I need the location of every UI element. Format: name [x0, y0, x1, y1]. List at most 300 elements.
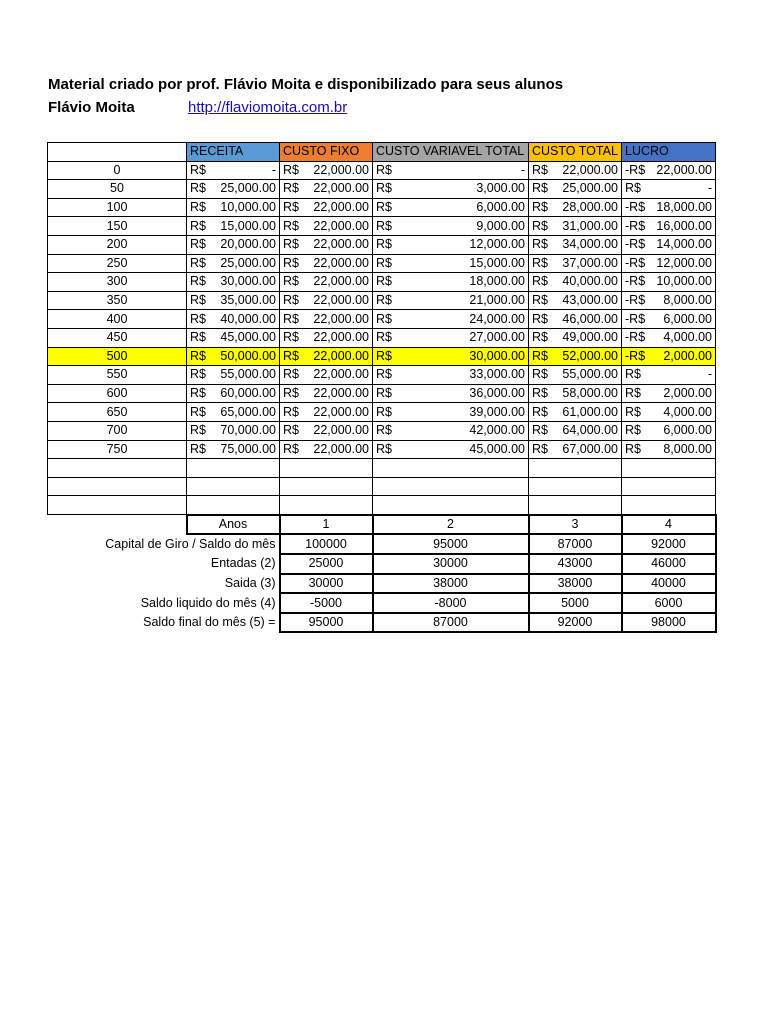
- currency-symbol: R$: [625, 441, 641, 456]
- amount: 46,000.00: [562, 311, 618, 326]
- custo-variavel-cell[interactable]: [373, 366, 529, 385]
- lucro-cell[interactable]: [622, 180, 716, 199]
- custo-fixo-cell[interactable]: [280, 273, 373, 292]
- custo-variavel-cell[interactable]: [373, 328, 529, 347]
- receita-cell[interactable]: [187, 254, 280, 273]
- lucro-cell[interactable]: [622, 217, 716, 236]
- money-value: [190, 199, 276, 216]
- money-value: [625, 385, 712, 402]
- receita-cell[interactable]: [187, 347, 280, 366]
- amount: 31,000.00: [562, 218, 618, 233]
- breakeven-table: [47, 142, 717, 633]
- custo-variavel-cell[interactable]: [373, 180, 529, 199]
- empty-cell[interactable]: [280, 496, 373, 515]
- cashflow-value-cell[interactable]: 40000: [622, 574, 716, 594]
- money-value: [376, 348, 525, 365]
- cashflow-value-cell[interactable]: 38000: [373, 574, 529, 594]
- table-row: [48, 384, 716, 403]
- currency-symbol: R$: [190, 386, 206, 401]
- money-value: [376, 218, 525, 235]
- lucro-cell[interactable]: [622, 273, 716, 292]
- cashflow-value-cell[interactable]: 30000: [373, 554, 529, 574]
- amount: 27,000.00: [469, 330, 525, 345]
- amount: 35,000.00: [220, 293, 276, 308]
- money-value: [190, 441, 276, 458]
- cashflow-anos-label: Anos: [187, 515, 280, 535]
- custo-total-cell[interactable]: [529, 161, 622, 180]
- cashflow-value-cell[interactable]: 95000: [373, 534, 529, 554]
- money-value: [190, 218, 276, 235]
- lucro-cell[interactable]: [622, 366, 716, 385]
- empty-cell[interactable]: [529, 477, 622, 496]
- amount: 22,000.00: [313, 200, 369, 215]
- currency-symbol: R$: [283, 348, 299, 363]
- cashflow-value-cell[interactable]: 87000: [373, 613, 529, 633]
- money-value: [625, 422, 712, 439]
- custo-variavel-cell[interactable]: [373, 440, 529, 459]
- quantity-cell[interactable]: 400: [48, 310, 187, 329]
- custo-fixo-cell[interactable]: [280, 366, 373, 385]
- amount: 2,000.00: [663, 348, 712, 363]
- money-value: [625, 311, 712, 328]
- intro-text: Material criado por prof. Flávio Moita e disponibilizado para seus alunos: [48, 76, 564, 93]
- amount: 55,000.00: [220, 367, 276, 382]
- currency-symbol: R$: [190, 441, 206, 456]
- currency-symbol: R$: [283, 330, 299, 345]
- lucro-cell[interactable]: [622, 347, 716, 366]
- custo-fixo-cell[interactable]: [280, 235, 373, 254]
- custo-total-cell[interactable]: [529, 403, 622, 422]
- money-value: [532, 180, 618, 197]
- receita-cell[interactable]: [187, 384, 280, 403]
- quantity-cell[interactable]: 50: [48, 180, 187, 199]
- amount: 45,000.00: [220, 330, 276, 345]
- empty-row: [48, 477, 716, 496]
- quantity-cell[interactable]: 550: [48, 366, 187, 385]
- money-value: [376, 311, 525, 328]
- custo-fixo-cell[interactable]: [280, 291, 373, 310]
- custo-fixo-cell[interactable]: [280, 217, 373, 236]
- money-value: [283, 162, 369, 179]
- currency-symbol: R$: [532, 200, 548, 215]
- col-header-custo-fixo: CUSTO FIXO: [280, 143, 373, 162]
- amount: 10,000.00: [220, 200, 276, 215]
- table-row: [48, 310, 716, 329]
- currency-symbol: R$: [532, 255, 548, 270]
- cashflow-value-cell[interactable]: 98000: [622, 613, 716, 633]
- empty-cell[interactable]: [373, 496, 529, 515]
- custo-total-cell[interactable]: [529, 328, 622, 347]
- cashflow-value-cell[interactable]: 43000: [529, 554, 622, 574]
- currency-symbol: R$: [190, 218, 206, 233]
- cashflow-value-cell[interactable]: 92000: [622, 534, 716, 554]
- money-value: [283, 329, 369, 346]
- amount: 42,000.00: [469, 423, 525, 438]
- quantity-cell[interactable]: 700: [48, 421, 187, 440]
- money-value: [376, 162, 525, 179]
- amount: 4,000.00: [663, 330, 712, 345]
- cashflow-row: [48, 613, 716, 633]
- currency-symbol: R$: [376, 386, 392, 401]
- lucro-cell[interactable]: [622, 161, 716, 180]
- table-row: [48, 273, 716, 292]
- money-value: [283, 255, 369, 272]
- custo-fixo-cell[interactable]: [280, 161, 373, 180]
- currency-symbol: R$: [532, 386, 548, 401]
- amount: 22,000.00: [313, 348, 369, 363]
- money-value: [283, 404, 369, 421]
- amount: 9,000.00: [476, 218, 525, 233]
- cashflow-value-cell[interactable]: 87000: [529, 534, 622, 554]
- money-value: [532, 329, 618, 346]
- quantity-cell[interactable]: 650: [48, 403, 187, 422]
- custo-variavel-cell[interactable]: [373, 217, 529, 236]
- money-value: [283, 273, 369, 290]
- currency-symbol: R$: [376, 348, 392, 363]
- currency-symbol: R$: [532, 293, 548, 308]
- custo-total-cell[interactable]: [529, 440, 622, 459]
- custo-fixo-cell[interactable]: [280, 347, 373, 366]
- custo-fixo-cell[interactable]: [280, 403, 373, 422]
- amount: 6,000.00: [663, 311, 712, 326]
- custo-total-cell[interactable]: [529, 310, 622, 329]
- amount: 25,000.00: [220, 255, 276, 270]
- empty-cell[interactable]: [187, 459, 280, 478]
- currency-symbol: R$: [532, 423, 548, 438]
- empty-cell[interactable]: [622, 459, 716, 478]
- amount: 34,000.00: [562, 237, 618, 252]
- lucro-cell[interactable]: [622, 291, 716, 310]
- quantity-cell[interactable]: 600: [48, 384, 187, 403]
- money-value: [532, 385, 618, 402]
- amount: 39,000.00: [469, 404, 525, 419]
- receita-cell[interactable]: [187, 291, 280, 310]
- amount: 25,000.00: [562, 181, 618, 196]
- cashflow-value-cell[interactable]: 5000: [529, 593, 622, 613]
- currency-symbol: -R$: [625, 330, 646, 345]
- custo-fixo-cell[interactable]: [280, 328, 373, 347]
- empty-cell[interactable]: [48, 477, 187, 496]
- empty-row: [48, 496, 716, 515]
- money-value: [532, 236, 618, 253]
- lucro-cell[interactable]: [622, 328, 716, 347]
- amount: 33,000.00: [469, 367, 525, 382]
- cashflow-corner: [48, 515, 187, 535]
- custo-variavel-cell[interactable]: [373, 347, 529, 366]
- table-row: [48, 328, 716, 347]
- empty-cell[interactable]: [622, 477, 716, 496]
- amount: 22,000.00: [313, 311, 369, 326]
- receita-cell[interactable]: [187, 421, 280, 440]
- custo-fixo-cell[interactable]: [280, 310, 373, 329]
- currency-symbol: R$: [190, 293, 206, 308]
- money-value: [190, 180, 276, 197]
- cashflow-value-cell[interactable]: 100000: [280, 534, 373, 554]
- quantity-cell[interactable]: 500: [48, 347, 187, 366]
- currency-symbol: R$: [283, 311, 299, 326]
- custo-total-cell[interactable]: [529, 291, 622, 310]
- money-value: [376, 329, 525, 346]
- custo-variavel-cell[interactable]: [373, 384, 529, 403]
- custo-variavel-cell[interactable]: [373, 198, 529, 217]
- custo-fixo-cell[interactable]: [280, 421, 373, 440]
- receita-cell[interactable]: [187, 273, 280, 292]
- lucro-cell[interactable]: [622, 254, 716, 273]
- quantity-cell[interactable]: 450: [48, 328, 187, 347]
- currency-symbol: R$: [190, 330, 206, 345]
- table-row: [48, 440, 716, 459]
- currency-symbol: R$: [376, 404, 392, 419]
- custo-total-cell[interactable]: [529, 273, 622, 292]
- money-value: [283, 366, 369, 383]
- cashflow-value-cell[interactable]: 92000: [529, 613, 622, 633]
- currency-symbol: R$: [283, 441, 299, 456]
- money-value: [625, 348, 712, 365]
- custo-variavel-cell[interactable]: [373, 421, 529, 440]
- receita-cell[interactable]: [187, 198, 280, 217]
- custo-fixo-cell[interactable]: [280, 254, 373, 273]
- currency-symbol: R$: [625, 386, 641, 401]
- amount: 70,000.00: [220, 423, 276, 438]
- custo-total-cell[interactable]: [529, 384, 622, 403]
- quantity-cell[interactable]: 0: [48, 161, 187, 180]
- lucro-cell[interactable]: [622, 235, 716, 254]
- custo-total-cell[interactable]: [529, 254, 622, 273]
- cashflow-row: [48, 534, 716, 554]
- table-row: [48, 254, 716, 273]
- custo-variavel-cell[interactable]: [373, 273, 529, 292]
- money-value: [190, 385, 276, 402]
- table-row: [48, 366, 716, 385]
- amount: 22,000.00: [313, 162, 369, 177]
- money-value: [283, 199, 369, 216]
- quantity-cell[interactable]: 200: [48, 235, 187, 254]
- amount: 21,000.00: [469, 293, 525, 308]
- money-value: [283, 441, 369, 458]
- money-value: [190, 366, 276, 383]
- amount: 52,000.00: [562, 348, 618, 363]
- receita-cell[interactable]: [187, 440, 280, 459]
- amount: 65,000.00: [220, 404, 276, 419]
- col-header-qty: [48, 143, 187, 162]
- amount: 75,000.00: [220, 441, 276, 456]
- empty-cell[interactable]: [373, 477, 529, 496]
- amount: 64,000.00: [562, 423, 618, 438]
- currency-symbol: R$: [190, 181, 206, 196]
- money-value: [283, 385, 369, 402]
- cashflow-value-cell[interactable]: 46000: [622, 554, 716, 574]
- lucro-cell[interactable]: [622, 198, 716, 217]
- lucro-cell[interactable]: [622, 384, 716, 403]
- cashflow-value-cell[interactable]: -8000: [373, 593, 529, 613]
- amount: 15,000.00: [220, 218, 276, 233]
- currency-symbol: R$: [625, 367, 641, 382]
- currency-symbol: R$: [283, 367, 299, 382]
- money-value: [190, 422, 276, 439]
- currency-symbol: R$: [283, 200, 299, 215]
- custo-variavel-cell[interactable]: [373, 161, 529, 180]
- cashflow-value-cell[interactable]: 95000: [280, 613, 373, 633]
- custo-variavel-cell[interactable]: [373, 254, 529, 273]
- custo-total-cell[interactable]: [529, 421, 622, 440]
- currency-symbol: R$: [190, 311, 206, 326]
- money-value: [625, 162, 712, 179]
- money-value: [532, 441, 618, 458]
- amount: 22,000.00: [313, 386, 369, 401]
- quantity-cell[interactable]: 750: [48, 440, 187, 459]
- table-row: [48, 421, 716, 440]
- cashflow-year-header: 1: [280, 515, 373, 535]
- currency-symbol: R$: [283, 293, 299, 308]
- cashflow-row-label: Saldo liquido do mês (4): [48, 593, 280, 613]
- currency-symbol: R$: [190, 348, 206, 363]
- amount: -: [520, 162, 525, 177]
- amount: 6,000.00: [476, 200, 525, 215]
- currency-symbol: R$: [532, 441, 548, 456]
- receita-cell[interactable]: [187, 366, 280, 385]
- custo-variavel-cell[interactable]: [373, 310, 529, 329]
- currency-symbol: -R$: [625, 293, 646, 308]
- amount: 28,000.00: [562, 200, 618, 215]
- money-value: [625, 292, 712, 309]
- amount: 22,000.00: [313, 237, 369, 252]
- amount: 37,000.00: [562, 255, 618, 270]
- lucro-cell[interactable]: [622, 421, 716, 440]
- cashflow-row-label: Entadas (2): [48, 554, 280, 574]
- amount: 30,000.00: [220, 274, 276, 289]
- money-value: [625, 180, 712, 197]
- quantity-cell[interactable]: 350: [48, 291, 187, 310]
- currency-symbol: R$: [376, 423, 392, 438]
- custo-total-cell[interactable]: [529, 235, 622, 254]
- currency-symbol: R$: [532, 237, 548, 252]
- empty-cell[interactable]: [529, 496, 622, 515]
- money-value: [532, 366, 618, 383]
- amount: 22,000.00: [313, 255, 369, 270]
- amount: 3,000.00: [476, 181, 525, 196]
- custo-total-cell[interactable]: [529, 347, 622, 366]
- receita-cell[interactable]: [187, 403, 280, 422]
- currency-symbol: R$: [376, 237, 392, 252]
- empty-cell[interactable]: [622, 496, 716, 515]
- currency-symbol: R$: [376, 311, 392, 326]
- cashflow-value-cell[interactable]: 30000: [280, 574, 373, 594]
- cashflow-value-cell[interactable]: 25000: [280, 554, 373, 574]
- money-value: [625, 218, 712, 235]
- amount: 45,000.00: [469, 441, 525, 456]
- currency-symbol: -R$: [625, 218, 646, 233]
- quantity-cell[interactable]: 300: [48, 273, 187, 292]
- receita-cell[interactable]: [187, 217, 280, 236]
- currency-symbol: R$: [625, 404, 641, 419]
- website-link[interactable]: http://flaviomoita.com.br: [188, 99, 348, 116]
- currency-symbol: -R$: [625, 200, 646, 215]
- quantity-cell[interactable]: 100: [48, 198, 187, 217]
- receita-cell[interactable]: [187, 328, 280, 347]
- currency-symbol: R$: [283, 255, 299, 270]
- cashflow-value-cell[interactable]: -5000: [280, 593, 373, 613]
- table-row: [48, 161, 716, 180]
- lucro-cell[interactable]: [622, 403, 716, 422]
- currency-symbol: R$: [190, 200, 206, 215]
- custo-total-cell[interactable]: [529, 217, 622, 236]
- cashflow-value-cell[interactable]: 38000: [529, 574, 622, 594]
- currency-symbol: R$: [190, 162, 206, 177]
- receita-cell[interactable]: [187, 310, 280, 329]
- custo-variavel-cell[interactable]: [373, 403, 529, 422]
- currency-symbol: R$: [376, 274, 392, 289]
- money-value: [283, 348, 369, 365]
- custo-total-cell[interactable]: [529, 366, 622, 385]
- lucro-cell[interactable]: [622, 440, 716, 459]
- money-value: [625, 273, 712, 290]
- currency-symbol: -R$: [625, 311, 646, 326]
- custo-fixo-cell[interactable]: [280, 198, 373, 217]
- money-value: [376, 255, 525, 272]
- amount: 6,000.00: [663, 423, 712, 438]
- empty-cell[interactable]: [48, 496, 187, 515]
- amount: 55,000.00: [562, 367, 618, 382]
- money-value: [376, 385, 525, 402]
- amount: 22,000.00: [656, 162, 712, 177]
- receita-cell[interactable]: [187, 235, 280, 254]
- custo-fixo-cell[interactable]: [280, 440, 373, 459]
- money-value: [376, 273, 525, 290]
- currency-symbol: R$: [190, 404, 206, 419]
- amount: 18,000.00: [656, 200, 712, 215]
- money-value: [625, 329, 712, 346]
- amount: 2,000.00: [663, 386, 712, 401]
- money-value: [190, 292, 276, 309]
- receita-cell[interactable]: [187, 161, 280, 180]
- currency-symbol: R$: [532, 162, 548, 177]
- amount: 22,000.00: [313, 441, 369, 456]
- custo-total-cell[interactable]: [529, 198, 622, 217]
- custo-fixo-cell[interactable]: [280, 180, 373, 199]
- currency-symbol: R$: [532, 311, 548, 326]
- cashflow-year-header: 3: [529, 515, 622, 535]
- currency-symbol: R$: [532, 348, 548, 363]
- empty-cell[interactable]: [187, 496, 280, 515]
- money-value: [283, 311, 369, 328]
- amount: 14,000.00: [656, 237, 712, 252]
- custo-total-cell[interactable]: [529, 180, 622, 199]
- currency-symbol: R$: [376, 255, 392, 270]
- quantity-cell[interactable]: 250: [48, 254, 187, 273]
- cashflow-value-cell[interactable]: 6000: [622, 593, 716, 613]
- empty-cell[interactable]: [48, 459, 187, 478]
- custo-variavel-cell[interactable]: [373, 291, 529, 310]
- empty-cell[interactable]: [373, 459, 529, 478]
- empty-cell[interactable]: [187, 477, 280, 496]
- amount: 40,000.00: [562, 274, 618, 289]
- receita-cell[interactable]: [187, 180, 280, 199]
- lucro-cell[interactable]: [622, 310, 716, 329]
- currency-symbol: -R$: [625, 274, 646, 289]
- quantity-cell[interactable]: 150: [48, 217, 187, 236]
- empty-cell[interactable]: [280, 477, 373, 496]
- amount: 67,000.00: [562, 441, 618, 456]
- empty-cell[interactable]: [280, 459, 373, 478]
- amount: 10,000.00: [656, 274, 712, 289]
- cashflow-row: [48, 554, 716, 574]
- empty-cell[interactable]: [529, 459, 622, 478]
- amount: 43,000.00: [562, 293, 618, 308]
- custo-fixo-cell[interactable]: [280, 384, 373, 403]
- amount: 25,000.00: [220, 181, 276, 196]
- money-value: [190, 311, 276, 328]
- custo-variavel-cell[interactable]: [373, 235, 529, 254]
